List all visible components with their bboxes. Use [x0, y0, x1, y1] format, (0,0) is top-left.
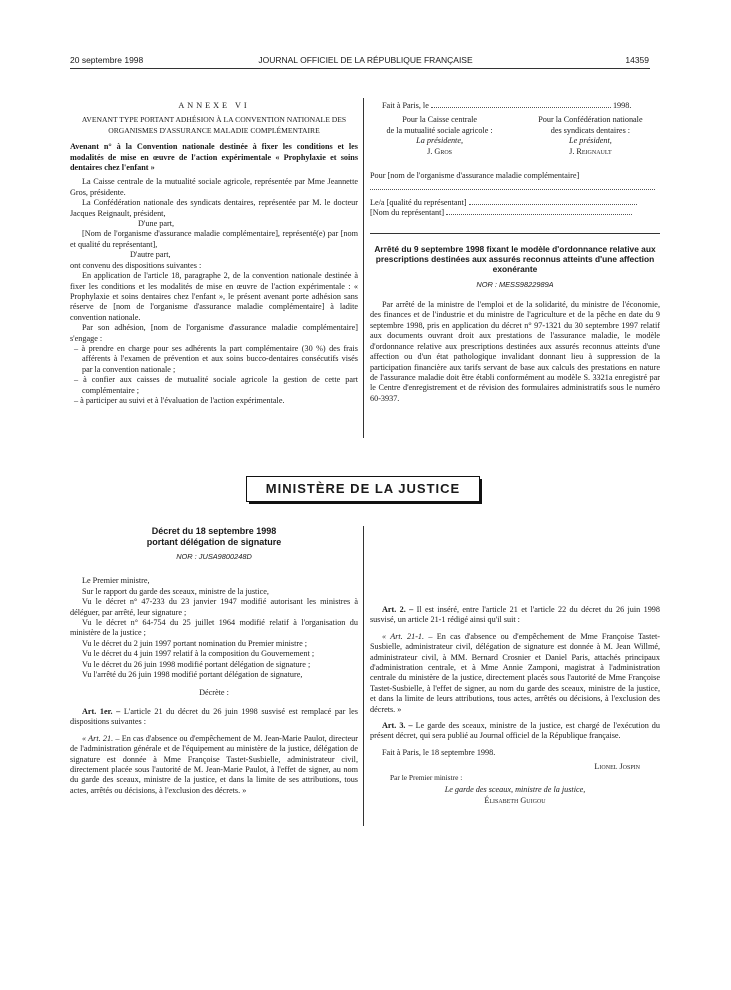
article-2-label: Art. 2. –: [382, 605, 414, 614]
par-premier-ministre: Par le Premier ministre :: [390, 772, 463, 782]
list-item: – à participer au suivi et à l'évaluation de l'action expérimentale.: [74, 395, 285, 405]
sig-left-name: J. Gros: [427, 146, 453, 156]
date-dotline: [431, 107, 611, 108]
dune-part: D'une part,: [138, 219, 175, 229]
dautre-part: D'autre part,: [130, 250, 171, 260]
decret-para: Vu le décret n° 64-754 du 25 juillet 1964 modifié relatif à l'organisation du ministère de la justice ;: [70, 618, 358, 638]
lela-line: [370, 198, 660, 208]
box-shadow-right: [480, 479, 482, 503]
decret-nor: NOR : JUSA9800248D: [176, 552, 252, 561]
sig-left-role: La présidente,: [416, 136, 464, 146]
header-page-number: 14359: [625, 55, 649, 65]
decret-para: Vu le décret n° 47-233 du 23 janvier 1947 modifié autorisant les ministres à déléguer, par arrêté, leur signature ;: [70, 597, 358, 617]
decrete: Décrète :: [199, 688, 229, 698]
decret-title-line2: portant délégation de signature: [146, 537, 282, 547]
list-item: – à confier aux caisses de mutualité sociale agricole la gestion de cette part complémentaire ;: [74, 375, 358, 395]
decret-para: Le Premier ministre,: [82, 576, 150, 586]
arrete-nor: NOR : MESS9822989A: [476, 279, 554, 289]
sig-left-line: Pour la Caisse centrale: [402, 115, 477, 125]
arrete-title: Arrêté du 9 septembre 1998 fixant le modèle d'ordonnance relative aux prescriptions destinées aux assurés reconnus atteints d'une affection exonérante: [374, 243, 656, 274]
pour-organisme: Pour [nom de l'organisme d'assurance maladie complémentaire]: [370, 171, 580, 181]
sig-right-role: Le président,: [569, 136, 612, 146]
article-1-text: L'article 21 du décret du 26 juin 1998 susvisé est remplacé par les dispositions suivantes :: [70, 706, 358, 727]
fait-year: 1998.: [612, 101, 632, 110]
article-2-text: Il est inséré, entre l'article 21 et l'article 22 du décret du 26 juin 1998 susvisé, un article 21-1 rédigé ainsi qu'il suit :: [370, 605, 660, 625]
arrete-body: Par arrêté de la ministre de l'emploi et de la solidarité, du ministre de l'économie, des finances et de l'industrie et du ministre de l'agriculture et de la pêche en date du 9 septembre 1998, pris en application du décret n° 97-1321 du 30 septembre 1997 relatif aux documents ouvrant droit aux prestations de l'assurance maladie, le modèle d'ordonnance relative aux prescriptions destinées aux assurés reconnus atteints d'une affection ou d'un état pathologique invalidant donnant lieu à suppression de la participation financière aux tarifs servant de base aux calculs des prestations en nature de l'assurance maladie doit être établi conformément au modèle S. 3321a enregistré par le Centre d'enregistrement et de révision des formulaires administratifs sous le numéro 60-3937.: [370, 300, 660, 403]
sig-right-name: J. Reignault: [569, 146, 612, 156]
signature-left: [370, 115, 509, 157]
article-1: [70, 707, 358, 728]
dotline: [370, 189, 655, 190]
decret-para: Vu l'arrêté du 26 juin 1998 modifié portant délégation de signature,: [82, 670, 303, 680]
annexe-para: La Confédération nationale des syndicats dentaires, représentée par M. le docteur Jacques Reignault, président,: [70, 198, 358, 218]
signatures-and-arrete-column: [370, 101, 660, 404]
article-21-1: [370, 632, 660, 715]
annexe-title: ANNEXE VI: [178, 101, 250, 110]
signature-right: [521, 115, 660, 157]
annexe-para: Par son adhésion, [nom de l'organisme d'assurance maladie complémentaire] s'engage :: [70, 323, 358, 343]
article-21-label: « Art. 21. –: [82, 733, 120, 743]
header-date: 20 septembre 1998: [70, 55, 144, 65]
sig-right-line: des syndicats dentaires :: [550, 125, 631, 135]
annexe-para: La Caisse centrale de la mutualité sociale agricole, représentée par Mme Jeannette Gros, présidente.: [70, 177, 358, 197]
decret-left-column: [70, 526, 358, 796]
annexe-para: [Nom de l'organisme d'assurance maladie complémentaire], représenté(e) par [nom et qualité du représentant],: [70, 229, 358, 249]
decret-para: Vu le décret du 26 juin 1998 modifié portant délégation de signature ;: [82, 659, 311, 669]
sig-left-line: de la mutualité sociale agricole :: [386, 125, 493, 135]
nom-label: [Nom du représentant]: [370, 208, 445, 218]
decret-right-column: [370, 605, 660, 806]
decret-para: Sur le rapport du garde des sceaux, ministre de la justice,: [82, 586, 269, 596]
annexe-para: ont convenu des dispositions suivantes :: [70, 260, 202, 270]
garde-des-sceaux-role: Le garde des sceaux, ministre de la justice,: [444, 785, 586, 795]
avenant-heading: Avenant n° à la Convention nationale destinée à fixer les conditions et les modalités de mise en œuvre de l'action expérimentale « Prophylaxie et soins dentaires chez l'enfant »: [70, 142, 358, 173]
decret-para: Vu le décret du 4 juin 1997 relatif à la composition du Gouvernement ;: [82, 649, 315, 659]
annexe-subtitle: AVENANT TYPE PORTANT ADHÉSION À LA CONVENTION NATIONALE DES ORGANISMES D'ASSURANCE MALADIE COMPLÉMENTAIRE: [81, 115, 347, 135]
article-3-text: Le garde des sceaux, ministre de la justice, est chargé de l'exécution du présent décret, qui sera publié au Journal officiel de la République française.: [370, 721, 660, 741]
signer-premier-ministre: Lionel Jospin: [594, 762, 640, 772]
article-21: [70, 734, 358, 796]
annexe-para: En application de l'article 18, paragraphe 2, de la convention nationale destinée à fixer les conditions et les modalités de mise en œuvre de l'action expérimentale : « Prophylaxie et soins dentaires chez l'enfant », le présent avenant porte adhésion sans réserve de [nom de l'organisme d'assurance maladie complémentaire] à ladite convention nationale.: [70, 271, 358, 322]
signer-garde-des-sceaux: Élisabeth Guigou: [484, 795, 546, 805]
decret-title-line1: Décret du 18 septembre 1998: [151, 526, 277, 536]
article-21-text: En cas d'absence ou d'empêchement de M. Jean-Marie Paulot, directeur de l'administration générale et de l'équipement au ministère de la justice, délégation de signature est donnée à Mme Françoise Tastet-Susbielle, administrateur civil, directement placée sous l'autorité de M. Jean-Marie Paulot, à l'effet de signer, au nom du garde des sceaux, ministre de la justice, et dans la limite de ses attributions, tous actes, arrêtés ou décisions, à l'exclusion des décrets. »: [70, 733, 358, 795]
header-journal-title: JOURNAL OFFICIEL DE LA RÉPUBLIQUE FRANÇAISE: [258, 55, 473, 65]
column-divider: [363, 526, 364, 826]
column-divider: [363, 98, 364, 438]
article-21-1-text: En cas d'absence ou d'empêchement de Mme Françoise Tastet-Susbielle, administrateur civil, délégation de signature est donnée à M. Jean Willmé, administrateur civil, à MM. Bernard Crosnier et Daniel Paris, attachés principaux d'administration centrale, et à Mme Annie Zamponi, magistrat à l'administration centrale du ministère de la justice, directement placés sous l'autorité de Mme Françoise Tastet-Susbielle, à l'effet de signer, au nom du garde des sceaux, ministre de la justice, et dans la limite de leurs attributions, tous actes, arrêtés ou décisions, à l'exclusion des décrets. »: [370, 631, 661, 714]
nom-line: [370, 208, 660, 218]
annexe-column: [70, 101, 358, 406]
article-3-label: Art. 3. –: [382, 721, 413, 731]
section-rule: [370, 233, 660, 234]
decret-para: Vu le décret du 2 juin 1997 portant nomination du Premier ministre ;: [82, 638, 308, 648]
dotline: [446, 214, 632, 215]
sig-right-line: Pour la Confédération nationale: [538, 115, 643, 125]
dotline: [469, 204, 637, 205]
article-2: [370, 605, 660, 626]
article-3: [370, 721, 660, 742]
ministere-heading-box: MINISTÈRE DE LA JUSTICE: [246, 476, 480, 502]
list-item: – à prendre en charge pour ses adhérents la part complémentaire (30 %) des frais afférents à l'examen de prévention et aux soins bucco-dentaires consécutifs visés par la convention nationale ;: [74, 343, 358, 374]
article-1-label: Art. 1er. –: [82, 706, 121, 716]
fait-line: [370, 101, 660, 111]
article-21-1-label: « Art. 21-1. –: [382, 631, 433, 641]
box-shadow-bottom: [249, 502, 482, 504]
signature-row: [370, 115, 660, 157]
decret-fait: Fait à Paris, le 18 septembre 1998.: [382, 747, 496, 757]
lela-label: Le/a [qualité du représentant]: [370, 197, 467, 207]
header-rule: [70, 68, 650, 69]
fait-label: Fait à Paris, le: [382, 101, 429, 110]
